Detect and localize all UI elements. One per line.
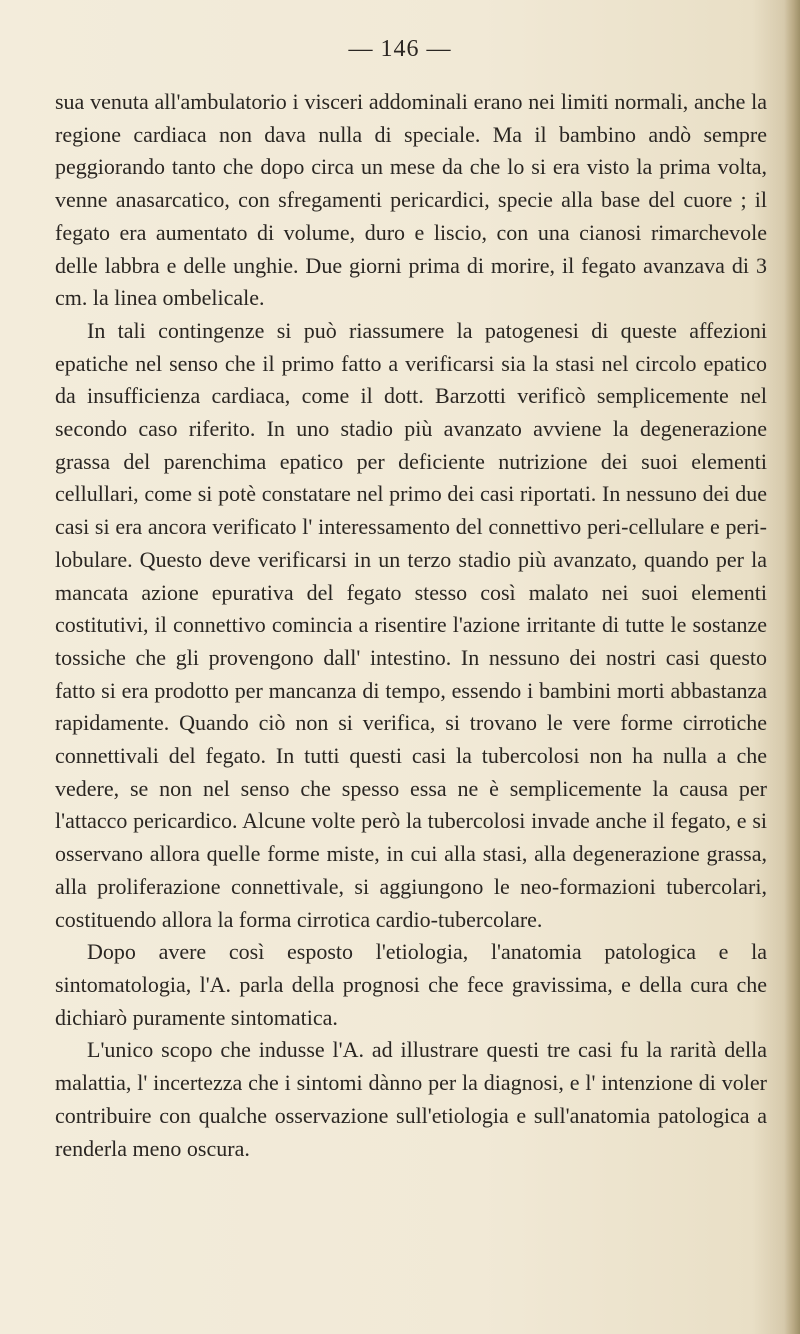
- paragraph-2: In tali contingenze si può riassumere la patogenesi di queste affezioni epatiche nel senso che il primo fatto a verificarsi sia la stasi nel circolo epatico da insufficienza cardiaca, come il dott. Barzotti verificò semplicemente nel secondo caso riferito. In uno stadio più avanzato avviene la degenerazione grassa del parenchima epatico per deficiente nutrizione dei suoi elementi cellullari, come si potè constatare nel primo dei casi riportati. In nessuno dei due casi si era ancora verificato l' interessamento del connettivo peri-cellulare e peri-lobulare. Questo deve verificarsi in un terzo stadio più avanzato, quando per la mancata azione epurativa del fegato stesso così malato nei suoi elementi costitutivi, il connettivo comincia a risentire l'azione irritante di tutte le sostanze tossiche che gli provengono dall' intestino. In nessuno dei nostri casi questo fatto si era prodotto per mancanza di tempo, essendo i bambini morti abbastanza rapidamente. Quando ciò non si verifica, si trovano le vere forme cirrotiche connettivali del fegato. In tutti questi casi la tubercolosi non ha nulla a che vedere, se non nel senso che spesso essa ne è semplicemente la causa per l'attacco pericardico. Alcune volte però la tubercolosi invade anche il fegato, e si osservano allora quelle forme miste, in cui alla stasi, alla degenerazione grassa, alla proliferazione connettivale, si aggiungono le neo-formazioni tubercolari, costituendo allora la forma cirrotica cardio-tubercolare.: [55, 317, 767, 932]
- page-number: — 146 —: [348, 36, 452, 62]
- page-edge-shadow: [784, 0, 800, 1334]
- paragraph-4: L'unico scopo che indusse l'A. ad illustrare questi tre casi fu la rarità della malattia, l' incertezza che i sintomi dànno per la diagnosi, e l' intenzione di voler contribuire con qualche osservazione sull'etiologia e sull'anatomia patologica a renderla meno oscura.: [55, 1037, 767, 1161]
- paragraph-3: Dopo avere così esposto l'etiologia, l'anatomia patologica e la sintomatologia, l'A. parla della prognosi che fece gravissima, e della cura che dichiarò puramente sintomatica.: [55, 939, 767, 1030]
- body-text: [55, 86, 767, 1165]
- paragraph-1: sua venuta all'ambulatorio i visceri addominali erano nei limiti normali, anche la regione cardiaca non dava nulla di speciale. Ma il bambino andò sempre peggiorando tanto che dopo circa un mese da che lo si era visto la prima volta, venne anasarcatico, con sfregamenti pericardici, specie alla base del cuore ; il fegato era aumentato di volume, duro e liscio, con una cianosi rimarchevole delle labbra e delle unghie. Due giorni prima di morire, il fegato avanzava di 3 cm. la linea ombelicale.: [55, 89, 767, 311]
